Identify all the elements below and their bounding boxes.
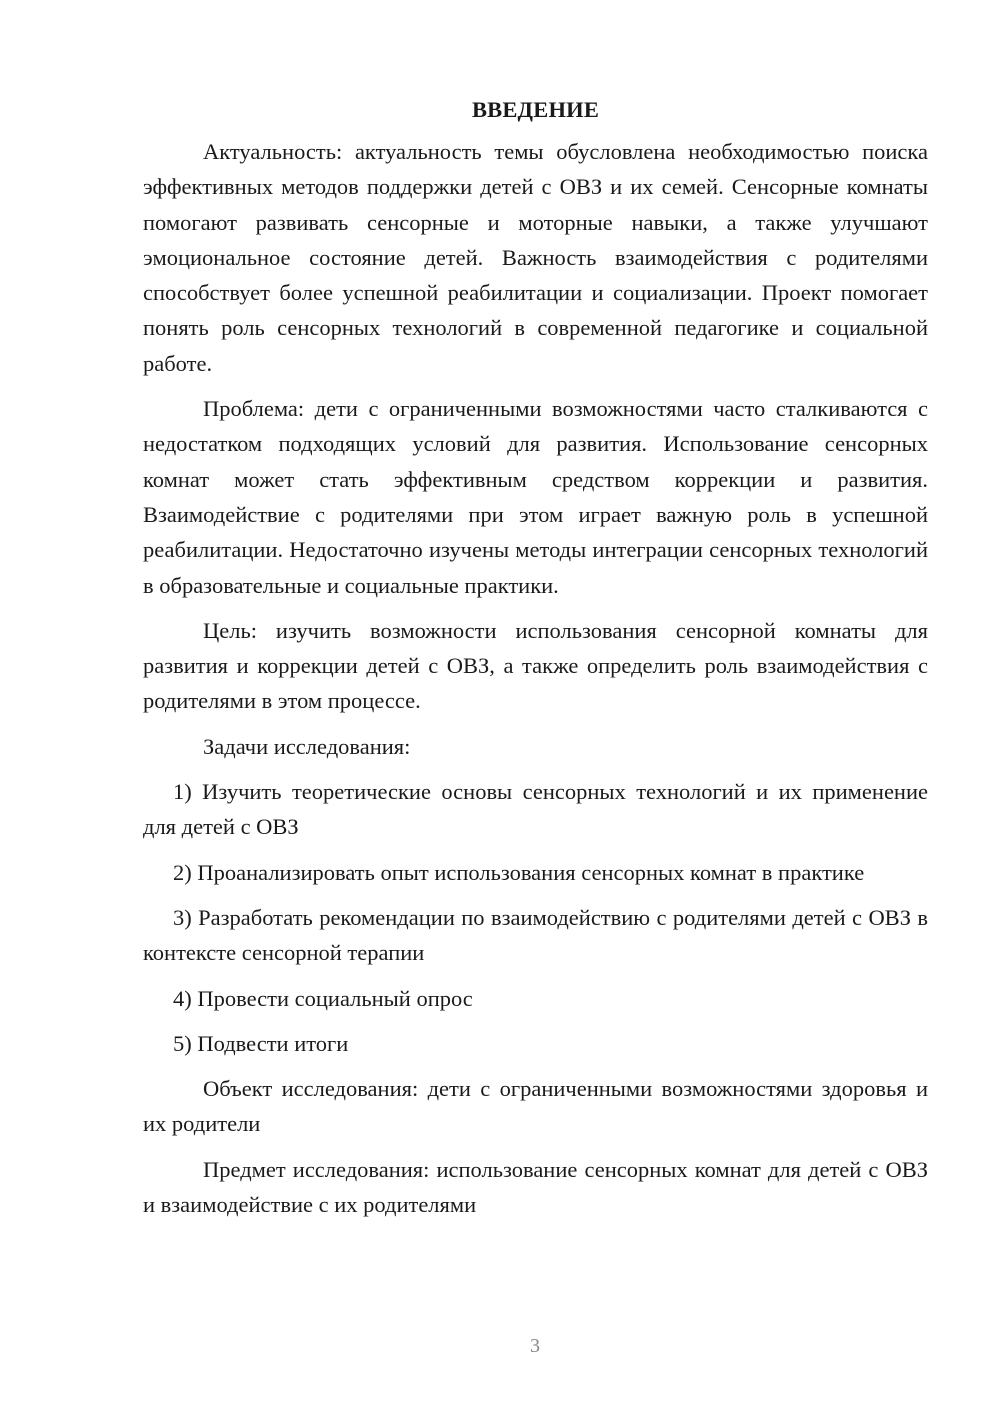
paragraph-object: Объект исследования: дети с ограниченными возможностями здоровья и их родители [143,1076,928,1137]
paragraph-problem: Проблема: дети с ограниченными возможностями часто сталкиваются с недостатком подходящих условий для развития. Использование сенсорных комнат может стать эффективным средством коррекции и развития. Взаимодействие с родителями при этом играет важную роль в успешной реабилитации. Недостаточно изучены методы интеграции сенсорных технологий в образовательные и социальные практики. [143,396,928,598]
tasks-list [143,774,928,1061]
task-item-5: 5) Подвести итоги [173,1030,349,1056]
section-heading: ВВЕДЕНИЕ [471,97,600,122]
page-number: 3 [530,1335,540,1357]
paragraph-goal: Цель: изучить возможности использования сенсорной комнаты для развития и коррекции детей с ОВЗ, а также определить роль взаимодействия с родителями в этом процессе. [143,617,928,714]
page-content [143,92,928,1232]
task-item-4: 4) Провести социальный опрос [173,985,473,1011]
paragraph-tasks-intro: Задачи исследования: [203,733,411,759]
paragraph-relevance: Актуальность: актуальность темы обусловлена необходимостью поиска эффективных методов поддержки детей с ОВЗ и их семей. Сенсорные комнаты помогают развивать сенсорные и моторные навыки, а также улучшают эмоциональное состояние детей. Важность взаимодействия с родителями способствует более успешной реабилитации и социализации. Проект помогает понять роль сенсорных технологий в современной педагогике и социальной работе. [143,139,928,376]
paragraph-subject: Предмет исследования: использование сенсорных комнат для детей с ОВЗ и взаимодействие с их родителями [143,1156,928,1218]
task-item-3: 3) Разработать рекомендации по взаимодействию с родителями детей с ОВЗ в контексте сенсорной терапии [143,904,928,966]
task-item-1: 1) Изучить теоретические основы сенсорных технологий и их применение для детей с ОВЗ [143,779,928,840]
task-item-2: 2) Проанализировать опыт использования сенсорных комнат в практике [173,859,865,885]
